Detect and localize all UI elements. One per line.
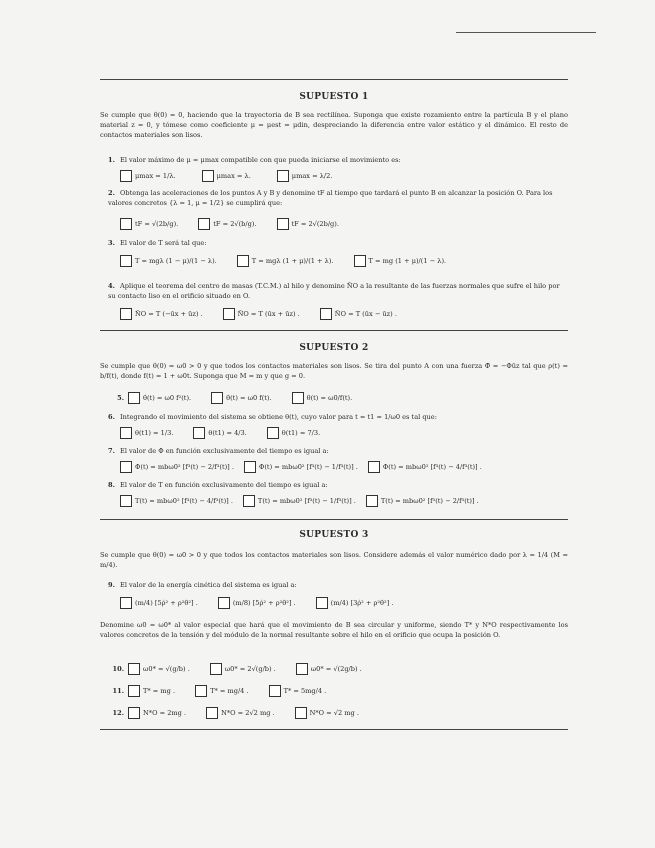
answer-checkbox[interactable] [368, 461, 380, 473]
answer-checkbox[interactable] [195, 685, 207, 697]
question-7 [108, 446, 568, 456]
question-text: El valor de la energía cinética del sistema es igual a: [120, 581, 297, 589]
option [218, 597, 296, 609]
option-label: tF = 2√(2b/g). [291, 220, 339, 228]
rule-s2-s3 [100, 519, 568, 520]
option-label: T = mgλ (1 + μ)/(1 + λ). [251, 257, 334, 265]
option [243, 495, 356, 507]
option-label: tF = 2√(b/g). [213, 220, 257, 228]
option-label: N̄O = T (ūx − ūz) . [334, 310, 397, 318]
option-label: T* = mg/4 . [210, 687, 249, 695]
option [120, 218, 178, 230]
question-number: 5. [117, 394, 124, 402]
option [120, 255, 217, 267]
answer-checkbox[interactable] [243, 495, 255, 507]
question-3 [108, 238, 568, 248]
option-label: N̄O = T (ūx + ūz) . [237, 310, 300, 318]
question-number: 1. [108, 156, 115, 164]
option [368, 461, 482, 473]
option [366, 495, 479, 507]
answer-checkbox[interactable] [120, 218, 132, 230]
option [128, 392, 191, 404]
option [277, 170, 333, 182]
answer-checkbox[interactable] [267, 427, 279, 439]
question-number: 9. [108, 581, 115, 589]
answer-checkbox[interactable] [366, 495, 378, 507]
option [120, 308, 203, 320]
question-4 [108, 281, 568, 301]
answer-checkbox[interactable] [295, 707, 307, 719]
option-label: θ̇(t) = ω0 f²(t). [143, 394, 192, 402]
option [320, 308, 397, 320]
option [120, 461, 234, 473]
option-label: (m/4) [5ρ̇² + ρ²θ̇²] . [135, 599, 198, 607]
option [202, 170, 251, 182]
answer-checkbox[interactable] [320, 308, 332, 320]
answer-checkbox[interactable] [120, 308, 132, 320]
option [198, 218, 256, 230]
question-text: El valor de T en función exclusivamente del tiempo es igual a: [120, 481, 328, 489]
option-label: ω0* = √(g/b) . [143, 665, 190, 673]
option-label: Φ(t) = mbω0² [f³(t) − 4/f³(t)] . [382, 463, 482, 471]
option [295, 707, 359, 719]
question-8 [108, 480, 568, 490]
option [120, 597, 198, 609]
option [128, 685, 175, 697]
answer-checkbox[interactable] [277, 170, 289, 182]
option [223, 308, 300, 320]
option-label: T(t) = mbω0² [f³(t) − 2/f³(t)] . [380, 497, 479, 505]
option [206, 707, 275, 719]
option-label: μmax = λ. [216, 172, 251, 180]
option-label: θ(t1) = 4/3. [208, 429, 247, 437]
question-number: 8. [108, 481, 115, 489]
section-1-intro: Se cumple que θ̇(0) = 0, haciendo que la trayectoria de B sea rectilínea. Suponga que existe rozamiento entre la partícula B y el plano material z = 0, y tómese como coeficiente μ = μest = μdin, despreciando la diferencia entre valor estático y el dinámico. El resto de contactos materiales son lisos. [100, 111, 568, 139]
answer-checkbox[interactable] [128, 685, 140, 697]
top-rule [456, 32, 596, 33]
option-label: N*O = 2mg . [143, 709, 187, 717]
question-9 [108, 580, 568, 590]
question-number: 12. [112, 709, 124, 717]
option [120, 495, 233, 507]
answer-checkbox[interactable] [218, 597, 230, 609]
option-label: θ(t1) = 1/3. [135, 429, 174, 437]
rule-bottom [100, 729, 568, 730]
answer-checkbox[interactable] [120, 427, 132, 439]
options-1 [120, 170, 570, 182]
answer-checkbox[interactable] [237, 255, 249, 267]
question-number: 7. [108, 447, 115, 455]
answer-checkbox[interactable] [198, 218, 210, 230]
option [128, 707, 186, 719]
answer-checkbox[interactable] [120, 170, 132, 182]
rule-top-s1 [100, 79, 568, 80]
option [120, 427, 173, 439]
answer-checkbox[interactable] [206, 707, 218, 719]
section-title-2: SUPUESTO 2 [299, 343, 369, 353]
answer-checkbox[interactable] [202, 170, 214, 182]
option-label: (m/8) [5ρ̇² + ρ²θ̇²] . [232, 599, 296, 607]
question-text: Obtenga las aceleraciones de los puntos A y B y denomine tF al tiempo que tardará el punto B en alcanzar la posición O. Para los valores concretos {λ = 1, μ = 1/2} se cumplirá que: [108, 189, 553, 207]
question-1 [108, 155, 568, 165]
answer-checkbox[interactable] [120, 495, 132, 507]
option [237, 255, 334, 267]
options-2 [120, 218, 570, 230]
option [244, 461, 358, 473]
options-3 [120, 255, 570, 267]
section-title-1: SUPUESTO 1 [299, 92, 369, 102]
option-label: Φ(t) = mbω0² [f³(t) − 1/f³(t)] . [258, 463, 358, 471]
answer-checkbox[interactable] [223, 308, 235, 320]
option [269, 685, 327, 697]
answer-checkbox[interactable] [210, 663, 222, 675]
question-5 [104, 392, 564, 404]
options-6 [120, 427, 570, 439]
option [296, 663, 362, 675]
section-3-intro: Se cumple que θ̇(0) = ω0 > 0 y que todos los contactos materiales son lisos. Considere además el valor numérico dado por λ = 1/4 (M = m/4). [100, 551, 568, 569]
rule-s1-s2 [100, 330, 568, 331]
question-10 [104, 663, 564, 675]
question-text: El valor de Φ en función exclusivamente del tiempo es igual a: [120, 447, 329, 455]
answer-checkbox[interactable] [211, 392, 223, 404]
option-label: tF = √(2b/g). [135, 220, 179, 228]
question-number: 11. [112, 687, 124, 695]
options-8 [120, 495, 570, 507]
question-11 [104, 685, 564, 697]
option [211, 392, 271, 404]
option-label: T* = mg . [143, 687, 176, 695]
section-3-intro-2: Denomine ω0 = ω0* al valor especial que hará que el movimiento de B sea circular y uniforme, siendo T* y N*O respectivamente los valores concretos de la tensión y del módulo de la normal resultante sobre el hilo en el orificio que ocupa la posición O. [100, 621, 568, 639]
option [354, 255, 447, 267]
answer-checkbox[interactable] [354, 255, 366, 267]
option-label: T = mg (1 + μ)/(1 − λ). [368, 257, 447, 265]
section-title-3: SUPUESTO 3 [299, 530, 369, 540]
option-label: θ̇(t) = ω0 f(t). [226, 394, 272, 402]
option [210, 663, 276, 675]
option [316, 597, 394, 609]
answer-checkbox[interactable] [120, 461, 132, 473]
option-label: ω0* = √(2g/b) . [310, 665, 362, 673]
option-label: μmax = 1/λ. [135, 172, 176, 180]
answer-checkbox[interactable] [128, 392, 140, 404]
section-2-intro: Se cumple que θ̇(0) = ω0 > 0 y que todos los contactos materiales son lisos. Se tira del punto A con una fuerza Φ̄ = −Φūz tal que ρ(t) = b/f(t), donde f(t) = 1 + ω0t. Suponga que M = m y que g = 0. [100, 362, 568, 380]
option-label: T* = 5mg/4 . [283, 687, 327, 695]
answer-checkbox[interactable] [269, 685, 281, 697]
option-label: (m/4) [3ρ̇² + ρ²θ̇²] . [330, 599, 394, 607]
answer-checkbox[interactable] [316, 597, 328, 609]
answer-checkbox[interactable] [296, 663, 308, 675]
option [195, 685, 249, 697]
option [292, 392, 353, 404]
options-4 [120, 308, 570, 320]
answer-checkbox[interactable] [292, 392, 304, 404]
options-9 [120, 597, 570, 609]
option-label: θ̇(t) = ω0/f(t). [306, 394, 353, 402]
question-2 [108, 188, 568, 208]
question-6 [108, 412, 568, 422]
question-number: 10. [112, 665, 124, 673]
answer-checkbox[interactable] [277, 218, 289, 230]
option [193, 427, 246, 439]
question-number: 2. [108, 189, 115, 197]
question-12 [104, 707, 564, 719]
question-text: El valor máximo de μ = μmax compatible con que pueda iniciarse el movimiento es: [120, 156, 401, 164]
option-label: N*O = 2√2 mg . [221, 709, 275, 717]
options-7 [120, 461, 570, 473]
question-text: Integrando el movimiento del sistema se obtiene θ(t), cuyo valor para t = t1 = 1/ω0 es tal que: [120, 413, 437, 421]
option-label: T(t) = mbω0² [f³(t) − 1/f³(t)] . [257, 497, 356, 505]
question-text: El valor de T será tal que: [120, 239, 207, 247]
answer-checkbox[interactable] [193, 427, 205, 439]
option-label: N̄O = T (−ūx + ūz) . [135, 310, 203, 318]
option-label: ω0* = 2√(g/b) . [224, 665, 276, 673]
option-label: N*O = √2 mg . [309, 709, 359, 717]
option-label: Φ(t) = mbω0² [f³(t) − 2/f³(t)] . [135, 463, 234, 471]
option [120, 170, 176, 182]
answer-checkbox[interactable] [128, 663, 140, 675]
option-label: μmax = λ/2. [291, 172, 333, 180]
answer-checkbox[interactable] [128, 707, 140, 719]
option-label: θ(t1) = 7/3. [281, 429, 321, 437]
question-number: 4. [108, 282, 115, 290]
answer-checkbox[interactable] [120, 255, 132, 267]
question-number: 3. [108, 239, 115, 247]
question-number: 6. [108, 413, 115, 421]
answer-checkbox[interactable] [120, 597, 132, 609]
option-label: T = mgλ (1 − μ)/(1 − λ). [135, 257, 217, 265]
option [267, 427, 320, 439]
question-text: Aplique el teorema del centro de masas (T.C.M.) al hilo y denomine N̄O a la resultante de las fuerzas normales que sufre el hilo por su contacto liso en el orificio situado en O. [108, 282, 560, 300]
answer-checkbox[interactable] [244, 461, 256, 473]
option [128, 663, 190, 675]
option-label: T(t) = mbω0² [f³(t) − 4/f³(t)] . [135, 497, 233, 505]
option [277, 218, 339, 230]
